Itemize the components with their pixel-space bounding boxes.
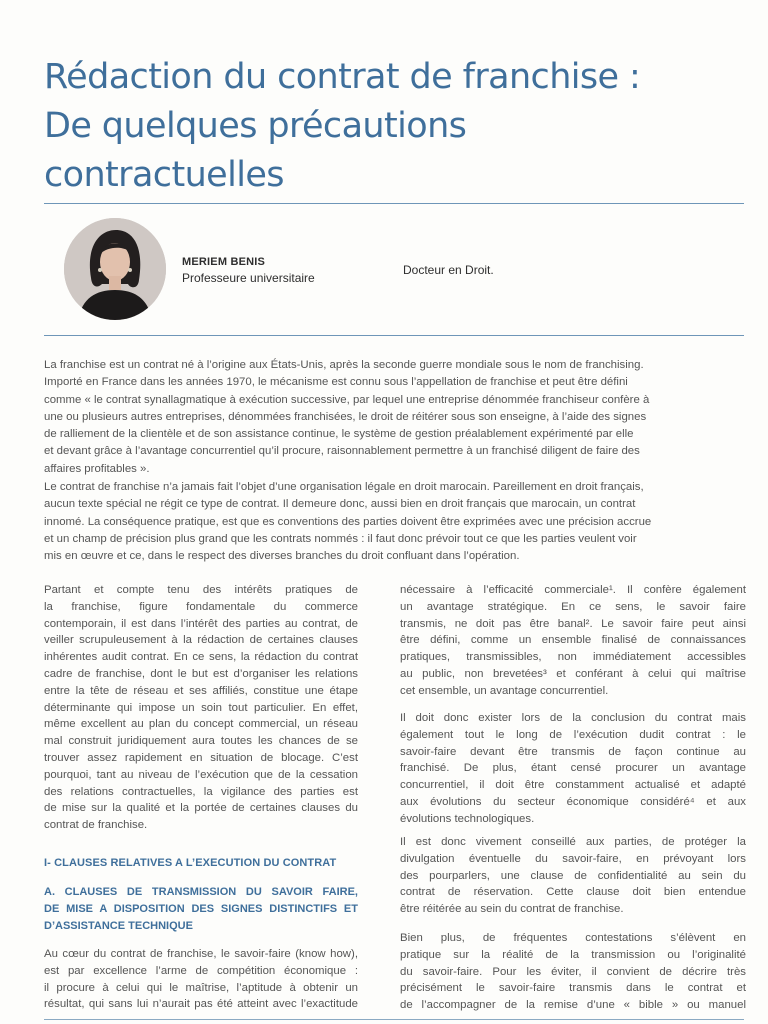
heading-line: DE MISE A DISPOSITION DES SIGNES DISTINCTIFS ET: [44, 903, 358, 915]
text-line: aucun texte spécial ne régit ce type de contrat. Il demeure donc, aussi bien en droit français que marocain, un contrat: [44, 498, 636, 511]
text-line: Le contrat de franchise n’a jamais fait l’objet d’une organisation légale en droit marocain. Pareillement en droit français,: [44, 481, 644, 493]
text-line: pourquoi, tant au niveau de l’exécution que de la cessation: [44, 768, 358, 781]
text-line: entre la tête de réseau et ses affiliés, constitue une étape: [44, 684, 358, 697]
article-title-line: contractuelles: [44, 155, 284, 196]
text-line: franchisé. De plus, étant censé procurer un avantage: [400, 762, 746, 775]
title-divider: [44, 203, 744, 204]
text-line: affaires profitables ».: [44, 462, 150, 475]
text-line: Au cœur du contrat de franchise, le savoir-faire (know how),: [44, 948, 358, 960]
text-line: il procure à celui qui le maîtrise, l’aptitude à obtenir un: [44, 981, 358, 994]
article-title: [44, 53, 744, 200]
text-line: résultat, qui sans lui n’aurait pas été atteint avec l’exactitude: [44, 998, 358, 1011]
text-line: des relations contractuelles, la vigilance des parties est: [44, 785, 358, 798]
text-line: Il doit donc exister lors de la conclusion du contrat mais: [400, 712, 746, 724]
body-paragraph: [44, 582, 358, 834]
bottom-divider: [44, 1019, 744, 1020]
subsection-heading: [44, 884, 358, 935]
author-portrait-image: [64, 218, 166, 320]
body-paragraph: [400, 930, 746, 1014]
text-line: précisément le savoir-faire transmis dans le contrat et: [400, 982, 746, 995]
text-line: Il est donc vivement conseillé aux parties, de protéger la: [400, 836, 746, 848]
text-line: pratique sur la réalité de la transmission ou l’originalité: [400, 948, 746, 961]
text-line: contemporain, il est dans l’intérêt des parties au contrat, de: [44, 617, 358, 630]
text-line: et un champ de précision plus grand que les contrats nommés : il faut donc prévoir tout ce que les parties veulent voir: [44, 532, 637, 545]
text-line: cadre de franchise, dont le but est d’organiser les relations: [44, 667, 358, 680]
text-line: nécessaire à l’efficacité commerciale¹. Il confère également: [400, 584, 746, 596]
text-line: inhérentes audit contrat. En ce sens, la rédaction du contrat: [44, 651, 358, 664]
body-paragraph: [400, 834, 746, 918]
text-line: contrat de réservation. Cette clause doit bien entendue: [400, 886, 746, 899]
text-line: pratiques, transmissibles, non immédiatement accessibles: [400, 651, 746, 664]
heading-line: D’ASSISTANCE TECHNIQUE: [44, 920, 193, 932]
text-line: la franchise, figure fondamentale du commerce: [44, 600, 358, 613]
text-line: et devant grâce à l’avantage concurrentiel qu’il procure, raisonnablement permettre à un franchisé diligent de faire des: [44, 445, 640, 458]
text-line: veiller scrupuleusement à la rédaction de certaines clauses: [44, 634, 358, 647]
text-line: déterminante qui impose un soin tout particulier. En effet,: [44, 701, 358, 714]
text-line: comme « le contrat synallagmatique à exécution successive, par lequel une entreprise dénommée franchiseur confère à: [44, 393, 650, 406]
author-degree: Docteur en Droit.: [403, 263, 494, 277]
text-line: mis en œuvre et ce, dans le respect des diverses branches du droit confluant dans l’opération.: [44, 550, 520, 563]
text-line: aux évolutions du secteur économique considéré⁴ et aux: [400, 795, 746, 808]
text-line: un avantage stratégique. En ce sens, le savoir faire: [400, 600, 746, 613]
article-title-line: Rédaction du contrat de franchise :: [44, 57, 641, 98]
text-line: mal construit juridiquement aura toutes les chances de se: [44, 735, 358, 748]
text-line: divulgation éventuelle du savoir-faire, en prévoyant lors: [400, 852, 746, 865]
text-line: même excellent au plan du concept commercial, un réseau: [44, 718, 358, 731]
section-heading: I- CLAUSES RELATIVES A L’EXECUTION DU CONTRAT: [44, 857, 337, 869]
author-name: MERIEM BENIS: [182, 256, 266, 268]
text-line: de ralliement de la clientèle et de son assistance continue, le système de gestion préalablement expérimenté par elle: [44, 428, 634, 441]
text-line: de l’accompagner de la remise d’une « bible » ou manuel: [400, 999, 746, 1012]
text-line: transmis, ne doit pas être banal². Le savoir faire peut ainsi: [400, 617, 746, 630]
text-line: est par excellence l’arme de compétition économique :: [44, 964, 358, 977]
text-line: concurrentiel, il doit être constamment actualisé et adapté: [400, 779, 746, 792]
text-line: être réitérée au sein du contrat de franchise.: [400, 903, 624, 916]
heading-line: A. CLAUSES DE TRANSMISSION DU SAVOIR FAIRE,: [44, 886, 358, 898]
intro-paragraph: [44, 357, 746, 478]
text-line: au public, non brevetées³ et conférant à celui qui maîtrise: [400, 667, 746, 680]
text-line: de mise sur la qualité et la portée de certaines clauses du: [44, 802, 358, 815]
text-line: également tout le long de l’exécution dudit contrat : le: [400, 728, 746, 741]
text-line: Partant et compte tenu des intérêts pratiques de: [44, 584, 358, 596]
author-divider: [44, 335, 744, 336]
author-avatar: [64, 218, 166, 320]
body-paragraph: [400, 582, 746, 700]
author-role: Professeure universitaire: [182, 271, 315, 285]
text-line: innomé. La conséquence pratique, est que es conventions des parties doivent être exprimées avec une précision accrue: [44, 515, 652, 528]
intro-paragraph: [44, 479, 746, 565]
text-line: trouver assez rapidement en situation de blocage. C’est: [44, 751, 358, 764]
body-paragraph: [400, 710, 746, 828]
body-paragraph: [44, 946, 358, 1013]
text-line: du savoir-faire. Pour les éviter, il convient de décrire très: [400, 965, 746, 978]
text-line: évolutions technologiques.: [400, 812, 535, 825]
text-line: cet ensemble, un avantage concurrentiel.: [400, 684, 609, 697]
text-line: contrat de franchise.: [44, 819, 148, 832]
text-line: savoir-faire devant être transmis de façon continue au: [400, 745, 746, 758]
article-title-line: De quelques précautions: [44, 106, 467, 147]
text-line: une ou plusieurs autres entreprises, dénommées franchisées, le droit de réitérer sous son enseigne, à l’aide des signes: [44, 410, 647, 423]
text-line: La franchise est un contrat né à l’origine aux États-Unis, après la seconde guerre mondiale sous le nom de franchising.: [44, 359, 644, 371]
text-line: Bien plus, de fréquentes contestations s’élèvent en: [400, 932, 746, 944]
text-line: être défini, comme un ensemble finalisé de connaissances: [400, 634, 746, 647]
text-line: Importé en France dans les années 1970, le mécanisme est connu sous l’appellation de franchise et peut être défini: [44, 376, 628, 389]
text-line: des pourparlers, une clause de confidentialité au sein du: [400, 869, 746, 882]
